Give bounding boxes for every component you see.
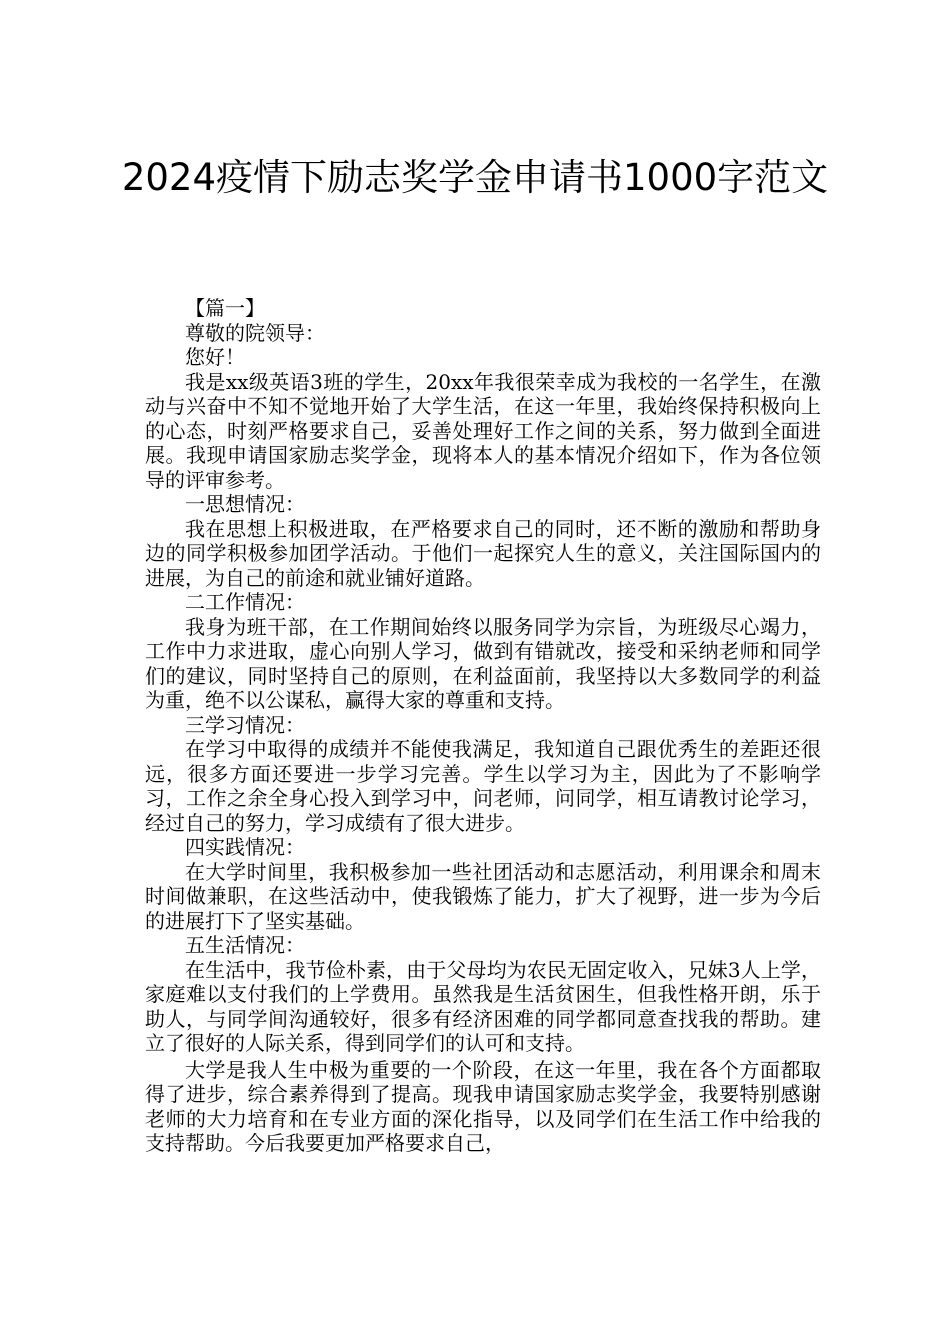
intro-paragraph: 我是xx级英语3班的学生，20xx年我很荣幸成为我校的一名学生，在激动与兴奋中不知不觉地开始了大学生活，在这一年里，我始终保持积极向上的心态，时刻严格要求自己，妥善处理好工作之间的关系，努力做到全面进展。我现申请国家励志奖学金，现将本人的基本情况介绍如下，作为各位领导的评审参考。 (145, 369, 821, 492)
greeting: 您好！ (185, 345, 245, 369)
section-heading-thought: 一思想情况： (185, 492, 305, 516)
section-label: 【篇一】 (185, 296, 265, 320)
section-text-life: 在生活中，我节俭朴素，由于父母均为农民无固定收入，兄妹3人上学，家庭难以支付我们的上学费用。虽然我是生活贫困生，但我性格开朗，乐于助人，与同学间沟通较好，很多有经济困难的同学都同意查找我的帮助。建立了很好的人际关系，得到同学们的认可和支持。 (145, 957, 821, 1055)
section-text-study: 在学习中取得的成绩并不能使我满足，我知道自己跟优秀生的差距还很远，很多方面还要进一步学习完善。学生以学习为主，因此为了不影响学习，工作之余全身心投入到学习中，问老师，问同学，相互请教讨论学习，经过自己的努力，学习成绩有了很大进步。 (145, 737, 821, 835)
document-body (145, 296, 821, 1156)
section-text-thought: 我在思想上积极进取，在严格要求自己的同时，还不断的激励和帮助身边的同学积极参加团学活动。于他们一起探究人生的意义，关注国际国内的进展，为自己的前途和就业铺好道路。 (145, 516, 821, 590)
section-heading-work: 二工作情况： (185, 590, 305, 614)
salutation: 尊敬的院领导： (185, 320, 325, 345)
section-heading-study: 三学习情况： (185, 712, 305, 737)
section-text-practice: 在大学时间里，我积极参加一些社团活动和志愿活动，利用课余和周末时间做兼职，在这些活动中，使我锻炼了能力，扩大了视野，进一步为今后的进展打下了坚实基础。 (145, 859, 821, 933)
section-heading-practice: 四实践情况： (185, 835, 305, 859)
section-text-work: 我身为班干部，在工作期间始终以服务同学为宗旨，为班级尽心竭力，工作中力求进取，虚心向别人学习，做到有错就改，接受和采纳老师和同学们的建议，同时坚持自己的原则，在利益面前，我坚持以大多数同学的利益为重，绝不以公谋私，赢得大家的尊重和支持。 (145, 614, 821, 712)
section-heading-life: 五生活情况： (185, 933, 305, 957)
document-title: 2024疫情下励志奖学金申请书1000字范文 (121, 155, 829, 199)
closing-paragraph: 大学是我人生中极为重要的一个阶段，在这一年里，我在各个方面都取得了进步，综合素养得到了提高。现我申请国家励志奖学金，我要特别感谢老师的大力培育和在专业方面的深化指导，以及同学们在生活工作中给我的支持帮助。今后我要更加严格要求自己， (145, 1057, 821, 1155)
